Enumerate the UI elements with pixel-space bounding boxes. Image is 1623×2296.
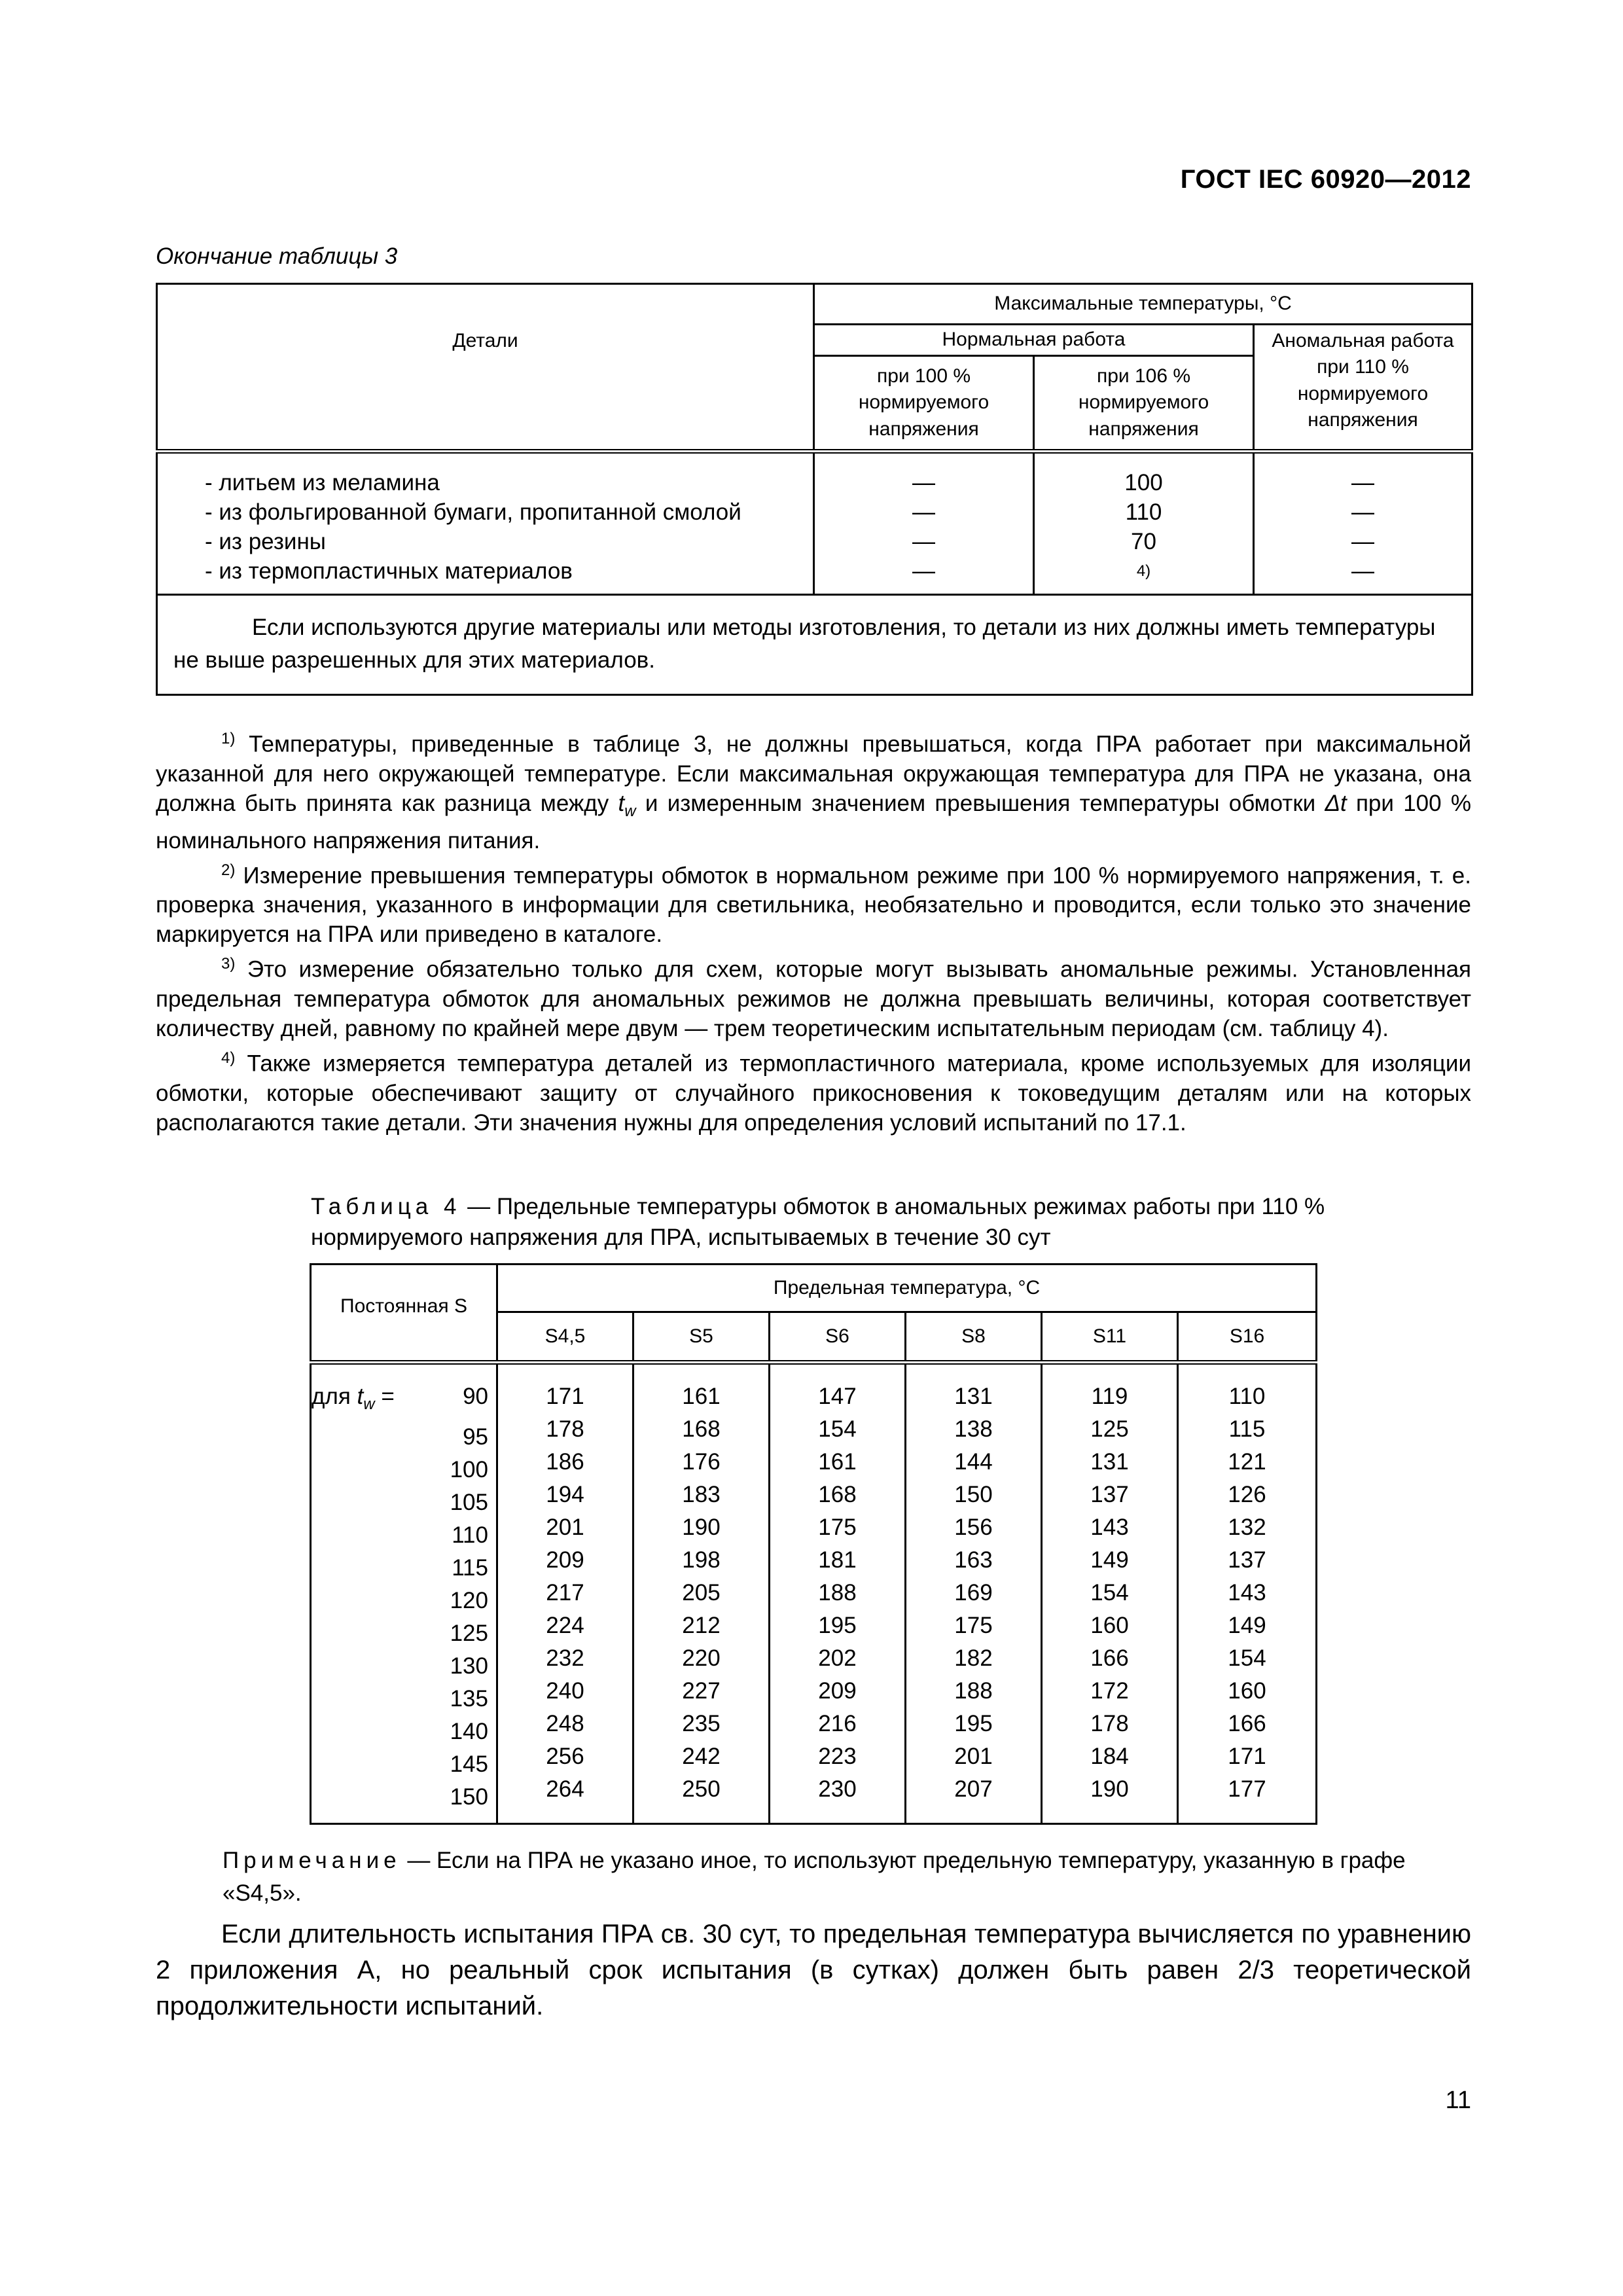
data-column-s6 <box>770 1363 906 1824</box>
tw-value: 145 <box>450 1751 488 1777</box>
tw-value: 95 <box>463 1424 488 1450</box>
temperature-cell: 207 <box>954 1776 993 1802</box>
temperature-cell: 184 <box>1090 1744 1129 1769</box>
temperature-cell: 143 <box>1090 1515 1129 1540</box>
data-column-s4-5 <box>497 1363 633 1824</box>
tw-value: 120 <box>450 1588 488 1613</box>
temperature-cell: 195 <box>818 1613 857 1638</box>
temperature-cell: 168 <box>818 1482 857 1507</box>
temperature-cell: 119 <box>1091 1384 1128 1409</box>
temperature-cell: 195 <box>954 1711 993 1736</box>
symbol-w: w <box>624 802 636 820</box>
temperature-cell: 172 <box>1090 1678 1129 1704</box>
col-header: S5 <box>633 1312 770 1363</box>
tw-row <box>312 1617 496 1650</box>
data-column-s8 <box>906 1363 1042 1824</box>
temperature-cell: 183 <box>682 1482 721 1507</box>
temperature-cell: 176 <box>682 1449 721 1475</box>
temperature-cell: 248 <box>546 1711 584 1736</box>
temperature-cell: 168 <box>682 1416 721 1442</box>
temperature-cell: 138 <box>954 1416 993 1442</box>
tw-value: 140 <box>450 1719 488 1744</box>
tw-value: 150 <box>450 1784 488 1810</box>
value-cell: 100 <box>1124 470 1163 495</box>
footnote-mark: 4) <box>221 1049 236 1067</box>
detail-item: - литьем из меламина <box>205 470 440 495</box>
tw-row <box>312 1519 496 1552</box>
table3-note: Если используются другие материалы или методы изготовления, то детали из них должны иметь температуры не выше разрешенных для этих материалов. <box>157 595 1472 695</box>
tw-row <box>312 1781 496 1814</box>
value-cell: — <box>912 529 935 554</box>
data-column-s5 <box>633 1363 770 1824</box>
footnote-text: Измерение превышения температуры обмоток в нормальном режиме при 100 % нормируемого напряжения, т. е. проверка значения, указанного в информации для светильника, необязательно и проводится, если только это значение маркируется на ПРА или приведено в каталоге. <box>156 863 1471 948</box>
temperature-cell: 121 <box>1228 1449 1266 1475</box>
temperature-cell: 209 <box>546 1547 584 1573</box>
temperature-cell: 137 <box>1228 1547 1266 1573</box>
tw-row <box>312 1380 496 1421</box>
tw-row <box>312 1650 496 1683</box>
footnote-1 <box>156 724 1471 855</box>
tw-row <box>312 1454 496 1486</box>
footnote-mark: 1) <box>221 730 236 747</box>
temperature-cell: 190 <box>682 1515 721 1540</box>
tw-row <box>312 1715 496 1748</box>
abnormal-header: Аномальная работа при 110 % нормируемого напряжения <box>1254 325 1472 452</box>
footnote-mark: 3) <box>221 955 236 973</box>
tw-prefix <box>312 1519 436 1552</box>
temperature-cell: 235 <box>682 1711 721 1736</box>
symbol-delta-t: Δt <box>1325 790 1347 816</box>
temperature-cell: 154 <box>818 1416 857 1442</box>
temperature-cell: 161 <box>682 1384 721 1409</box>
temperature-cell: 240 <box>546 1678 584 1704</box>
table4-title: — Предельные температуры обмоток в аномальных режимах работы при 110 % нормируемого напряжения для ПРА, испытываемых в течение 30 сут <box>311 1194 1325 1250</box>
tw-prefix <box>312 1617 436 1650</box>
tw-row <box>312 1748 496 1781</box>
temperature-cell: 169 <box>954 1580 993 1605</box>
col-header: S11 <box>1042 1312 1178 1363</box>
temperature-cell: 227 <box>682 1678 721 1704</box>
value-cell: — <box>912 470 935 495</box>
footnote-text: Это измерение обязательно только для схем, которые могут вызывать аномальные режимы. Установленная предельная температура обмоток для аномальных режимов не должна превышать величины, которая соответствует количеству дней, равному по крайней мере двум — трем теоретическим испытательным периодам (см. таблицу 4). <box>156 956 1471 1041</box>
tw-value: 110 <box>452 1522 488 1548</box>
temperature-cell: 166 <box>1228 1711 1266 1736</box>
table4-caption <box>311 1191 1358 1253</box>
detail-item: - из резины <box>205 529 326 554</box>
tw-prefix <box>312 1552 436 1585</box>
temperature-cell: 188 <box>818 1580 857 1605</box>
col-header: S16 <box>1178 1312 1317 1363</box>
page-number: 11 <box>1445 2087 1471 2114</box>
value-cell: — <box>912 499 935 525</box>
temperature-cell: 161 <box>818 1449 857 1475</box>
tw-prefix <box>312 1781 436 1814</box>
tw-value: 125 <box>450 1621 488 1646</box>
col-details-header: Детали <box>157 284 814 452</box>
tw-row <box>312 1421 496 1454</box>
temperature-cell: 126 <box>1228 1482 1266 1507</box>
temperature-cell: 150 <box>954 1482 993 1507</box>
table4-body <box>311 1363 1317 1824</box>
footnote-text: при 100 % номинального напряжения питания. <box>156 790 1471 853</box>
temperature-cell: 149 <box>1228 1613 1266 1638</box>
max-temp-header: Максимальные температуры, °С <box>814 284 1472 325</box>
table3-body <box>157 452 1472 595</box>
temperature-cell: 264 <box>546 1776 584 1802</box>
temperature-cell: 224 <box>546 1613 584 1638</box>
temperature-cell: 201 <box>954 1744 993 1769</box>
temperature-cell: 147 <box>818 1384 857 1409</box>
temperature-cell: 181 <box>818 1547 857 1573</box>
temperature-cell: 186 <box>546 1449 584 1475</box>
temperature-cell: 216 <box>818 1711 857 1736</box>
footnote-4 <box>156 1043 1471 1138</box>
footnote-text: Также измеряется температура деталей из термопластичного материала, кроме используемых для изоляции обмотки, которые обеспечивают защиту от случайного прикосновения к токоведущим деталям или на которых располагаются такие детали. Эти значения нужны для определения условий испытаний по 17.1. <box>156 1050 1471 1136</box>
tw-prefix <box>312 1715 436 1748</box>
temperature-cell: 149 <box>1090 1547 1129 1573</box>
document-code: ГОСТ IEC 60920—2012 <box>1180 165 1471 194</box>
temperature-cell: 137 <box>1090 1482 1129 1507</box>
normal-work-header: Нормальная работа <box>814 325 1254 356</box>
value-cell: 70 <box>1131 529 1156 554</box>
temperature-cell: 220 <box>682 1645 721 1671</box>
tw-value: 90 <box>463 1384 488 1409</box>
temperature-cell: 171 <box>1228 1744 1266 1769</box>
col-header: S4,5 <box>497 1312 633 1363</box>
temperature-cell: 217 <box>546 1580 584 1605</box>
temperature-cell: 163 <box>954 1547 993 1573</box>
col-100-header: при 100 % нормируемого напряжения <box>814 356 1034 452</box>
temperature-cell: 232 <box>546 1645 584 1671</box>
temperature-cell: 160 <box>1228 1678 1266 1704</box>
tw-prefix <box>312 1683 436 1715</box>
temperature-cell: 175 <box>954 1613 993 1638</box>
value-cell: — <box>1351 529 1375 554</box>
value-cell: — <box>1351 470 1375 495</box>
tw-row <box>312 1683 496 1715</box>
temperature-cell: 256 <box>546 1744 584 1769</box>
col-header: S6 <box>770 1312 906 1363</box>
temperature-cell: 160 <box>1090 1613 1129 1638</box>
values-100 <box>814 452 1034 595</box>
tw-prefix <box>312 1421 436 1454</box>
footnote-3 <box>156 949 1471 1043</box>
temperature-cell: 115 <box>1228 1416 1266 1442</box>
value-cell: — <box>1351 558 1375 584</box>
values-106 <box>1034 452 1254 595</box>
temperature-cell: 242 <box>682 1744 721 1769</box>
temperature-cell: 178 <box>546 1416 584 1442</box>
tw-prefix <box>312 1748 436 1781</box>
table-4 <box>310 1263 1317 1825</box>
values-110 <box>1254 452 1472 595</box>
note-label: Примечание <box>223 1848 401 1873</box>
temperature-cell: 178 <box>1090 1711 1129 1736</box>
temperature-cell: 154 <box>1228 1645 1266 1671</box>
note-text: — Если на ПРА не указано иное, то используют предельную температуру, указанную в графе «S4,5». <box>223 1848 1406 1906</box>
col-106-header: при 106 % нормируемого напряжения <box>1034 356 1254 452</box>
tw-prefix <box>312 1454 436 1486</box>
footnote-ref: 4) <box>1136 562 1151 580</box>
temperature-cell: 154 <box>1090 1580 1129 1605</box>
value-cell: — <box>912 558 935 584</box>
tw-prefix: для $t_w$ = <box>312 1384 395 1413</box>
table4-label: Таблица 4 <box>311 1194 461 1219</box>
temperature-cell: 194 <box>546 1482 584 1507</box>
temperature-cell: 223 <box>818 1744 857 1769</box>
temperature-cell: 202 <box>818 1645 857 1671</box>
temperature-cell: 131 <box>954 1384 993 1409</box>
tw-row <box>312 1486 496 1519</box>
footnote-text: Температуры, приведенные в таблице 3, не должны превышаться, когда ПРА работает при максимальной указанной для него окружающей температуре. Если максимальная окружающая температура для ПРА не указана, она должна быть принята как разница между <box>156 731 1471 816</box>
tw-prefix <box>312 1650 436 1683</box>
temperature-cell: 209 <box>818 1678 857 1704</box>
tw-value: 105 <box>450 1490 488 1515</box>
col-const-header: Постоянная S <box>311 1265 497 1363</box>
limit-temp-header: Предельная температура, °С <box>497 1265 1317 1312</box>
table3-caption: Окончание таблицы 3 <box>156 243 398 269</box>
data-column-s16 <box>1178 1363 1317 1824</box>
temperature-cell: 205 <box>682 1580 721 1605</box>
temperature-cell: 230 <box>818 1776 857 1802</box>
temperature-cell: 175 <box>818 1515 857 1540</box>
temperature-cell: 182 <box>954 1645 993 1671</box>
tw-value: 130 <box>450 1653 488 1679</box>
footnotes <box>156 724 1471 1138</box>
value-cell: 110 <box>1125 499 1162 525</box>
symbol-t: t <box>618 790 625 816</box>
tw-row <box>312 1552 496 1585</box>
data-column-s11 <box>1042 1363 1178 1824</box>
temperature-cell: 143 <box>1228 1580 1266 1605</box>
temperature-cell: 110 <box>1228 1384 1266 1409</box>
detail-item: - из фольгированной бумаги, пропитанной смолой <box>205 499 741 525</box>
tw-value: 135 <box>450 1686 488 1712</box>
temperature-cell: 201 <box>546 1515 584 1540</box>
detail-item: - из термопластичных материалов <box>205 558 573 584</box>
tw-column <box>311 1363 497 1824</box>
temperature-cell: 166 <box>1090 1645 1129 1671</box>
temperature-cell: 188 <box>954 1678 993 1704</box>
temperature-cell: 125 <box>1090 1416 1129 1442</box>
temperature-cell: 177 <box>1228 1776 1266 1802</box>
temperature-cell: 190 <box>1090 1776 1129 1802</box>
footnote-text: и измеренным значением превышения температуры обмотки <box>635 790 1325 816</box>
tw-value: 100 <box>450 1457 488 1482</box>
table-3 <box>156 283 1473 696</box>
footnote-2 <box>156 855 1471 950</box>
tw-prefix <box>312 1486 436 1519</box>
tw-value: 115 <box>452 1555 488 1581</box>
temperature-cell: 131 <box>1090 1449 1129 1475</box>
table-note <box>223 1844 1471 1910</box>
tw-row <box>312 1585 496 1617</box>
body-paragraph: Если длительность испытания ПРА св. 30 сут, то предельная температура вычисляется по уравнению 2 приложения А, но реальный срок испытания (в сутках) должен быть равен 2/3 теоретической продолжительности испытаний. <box>156 1920 1471 2020</box>
col-header: S8 <box>906 1312 1042 1363</box>
temperature-cell: 250 <box>682 1776 721 1802</box>
temperature-cell: 171 <box>546 1384 584 1409</box>
temperature-cell: 156 <box>954 1515 993 1540</box>
footnote-mark: 2) <box>221 861 236 879</box>
temperature-cell: 198 <box>682 1547 721 1573</box>
temperature-cell: 132 <box>1228 1515 1266 1540</box>
value-cell: — <box>1351 499 1375 525</box>
details-list <box>157 452 814 595</box>
tw-prefix <box>312 1585 436 1617</box>
temperature-cell: 212 <box>682 1613 721 1638</box>
temperature-cell: 144 <box>954 1449 993 1475</box>
